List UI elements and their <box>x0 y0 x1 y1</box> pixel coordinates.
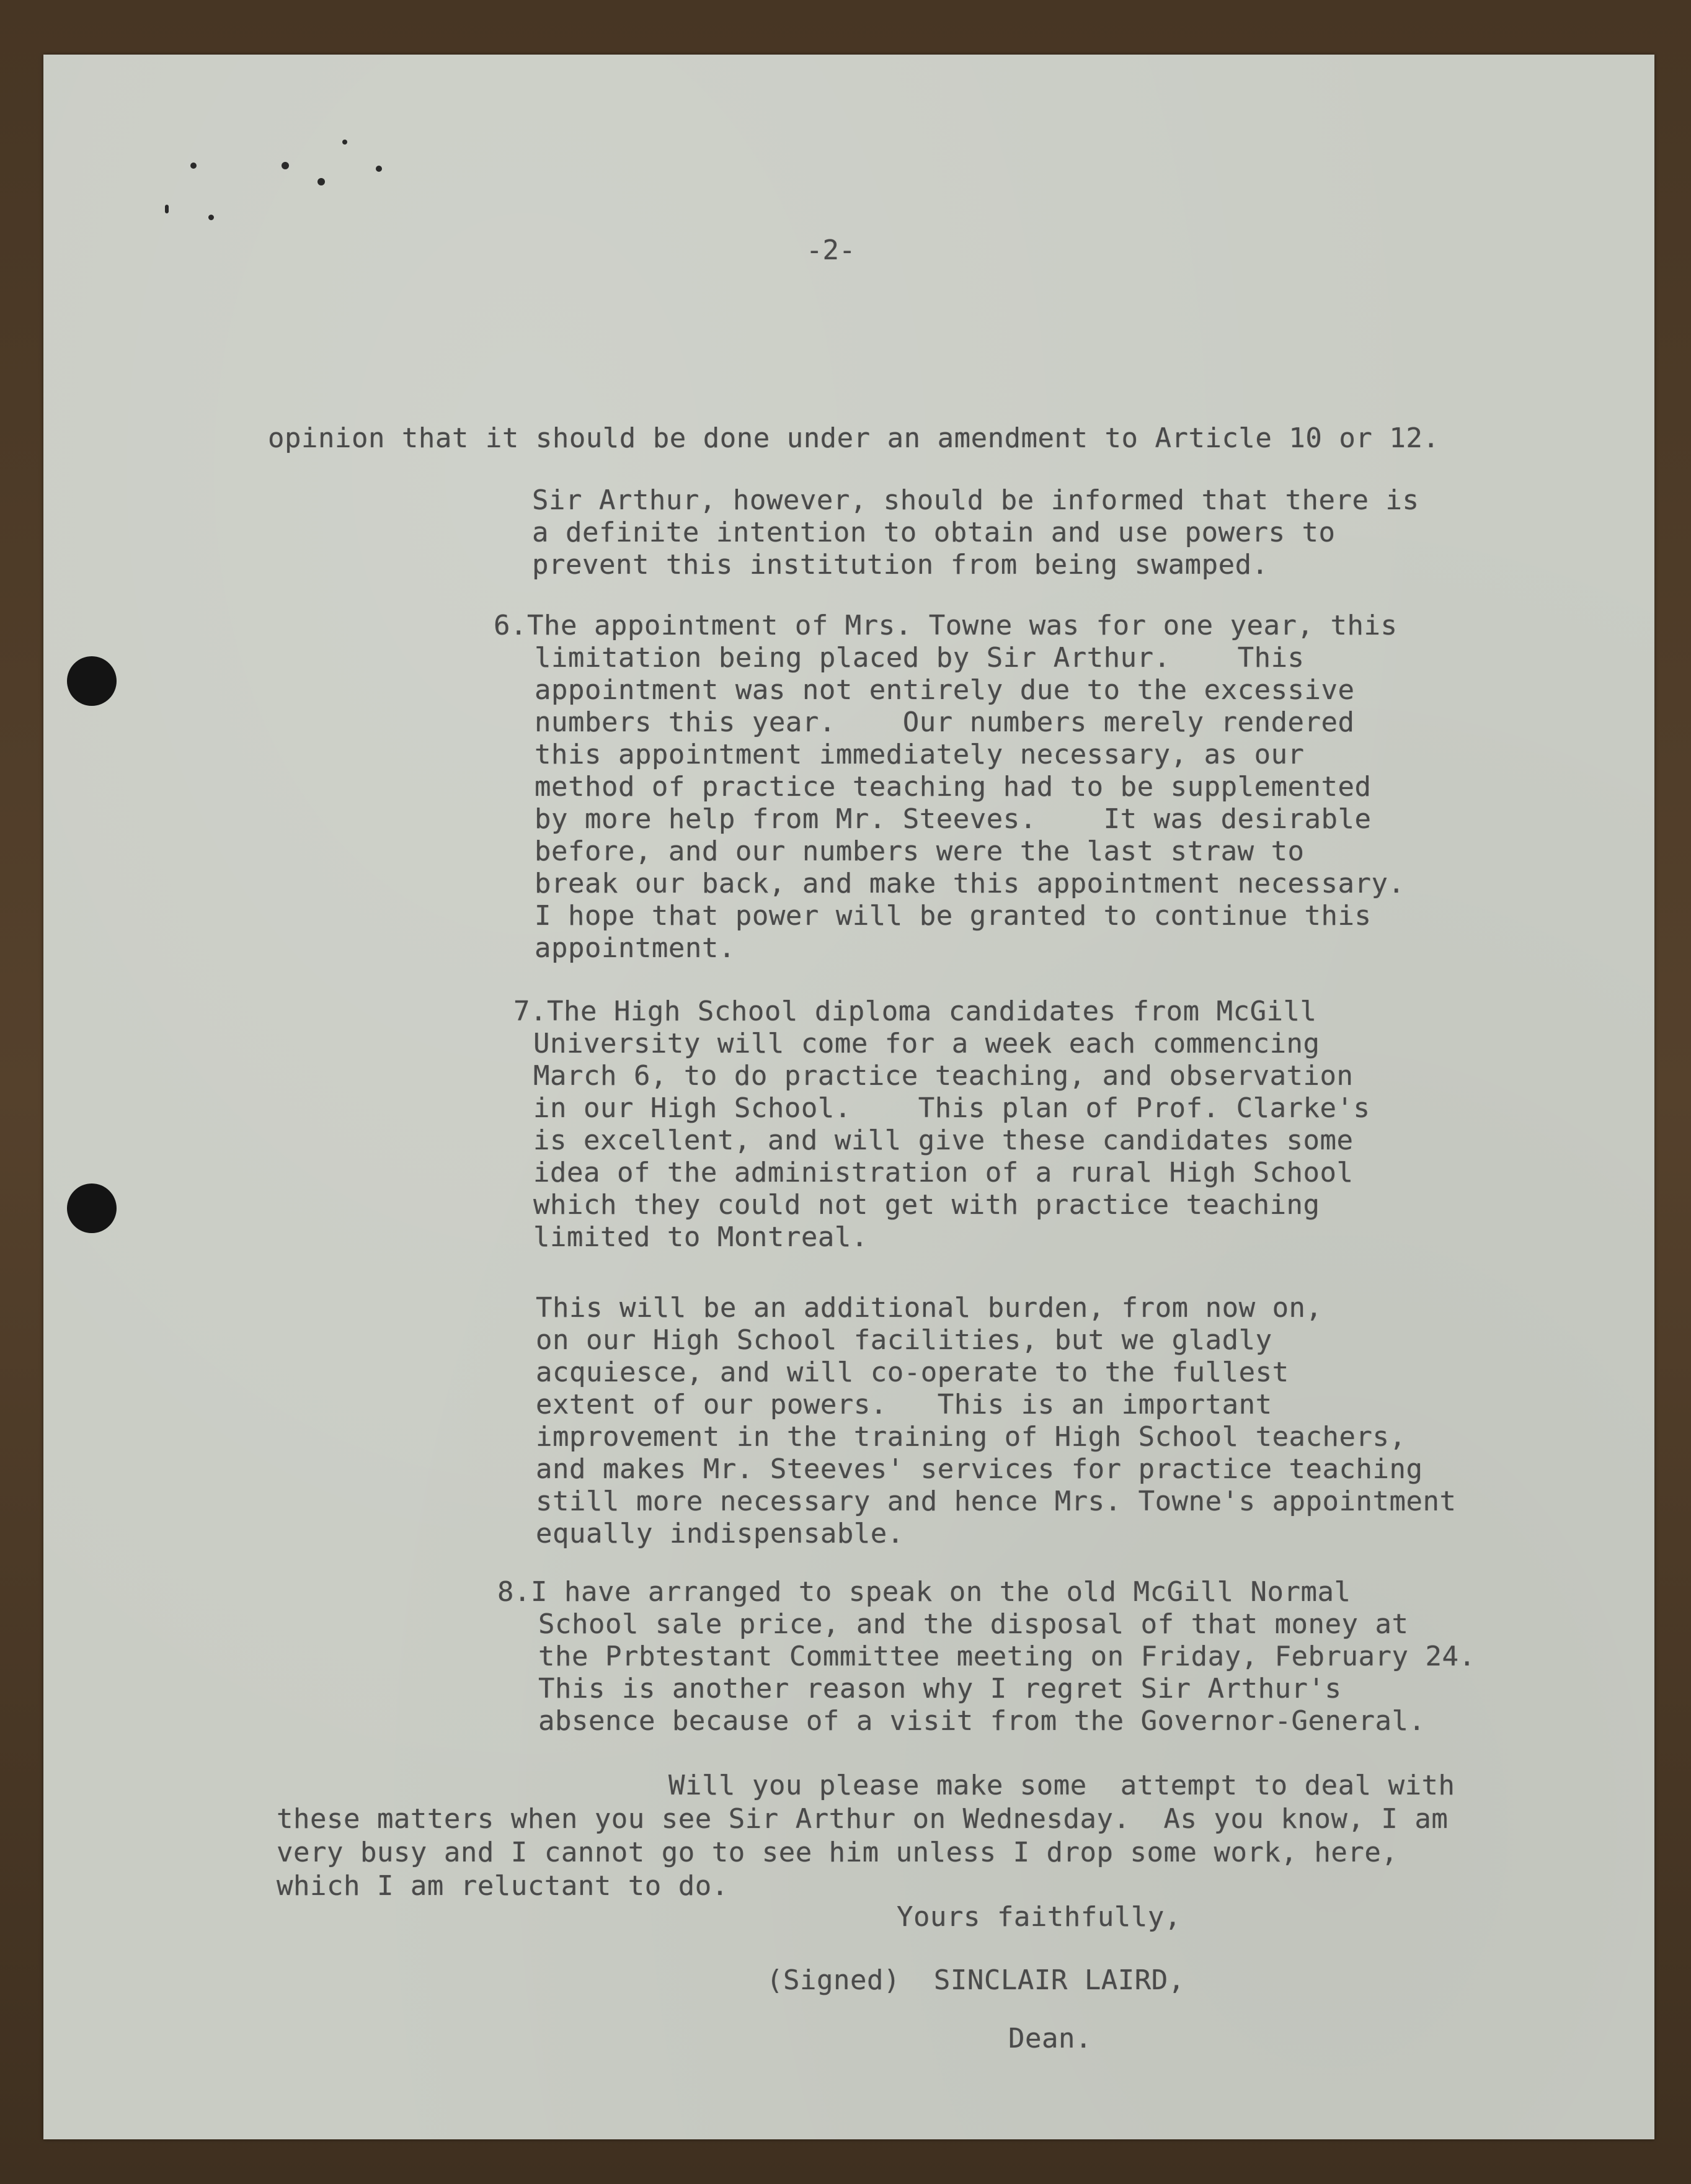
item-6-line: numbers this year. Our numbers merely rendered <box>535 706 1355 738</box>
item-8-line: 8.I have arranged to speak on the old McGill Normal <box>497 1576 1351 1608</box>
item-6-line: method of practice teaching had to be supplemented <box>535 771 1372 803</box>
item-7-continued-line: and makes Mr. Steeves' services for practice teaching <box>536 1453 1423 1485</box>
paragraph-line: prevent this institution from being swamped. <box>532 549 1269 581</box>
ink-speck <box>190 163 197 169</box>
item-8-line: School sale price, and the disposal of that money at <box>538 1608 1409 1640</box>
item-7-line: 7.The High School diploma candidates from McGill <box>513 996 1317 1027</box>
item-6-line: appointment was not entirely due to the excessive <box>535 674 1355 706</box>
item-8-line: This is another reason why I regret Sir Arthur's <box>538 1673 1342 1705</box>
item-7-line: March 6, to do practice teaching, and observation <box>533 1060 1354 1092</box>
signatory-title: Dean. <box>1008 2023 1092 2054</box>
item-7-line: idea of the administration of a rural High School <box>533 1157 1354 1188</box>
item-7-continued-line: on our High School facilities, but we gladly <box>536 1324 1272 1356</box>
item-6-line: I hope that power will be granted to continue this <box>535 900 1372 932</box>
page-number: -2- <box>806 234 856 266</box>
opening-line: opinion that it should be done under an amendment to Article 10 or 12. <box>268 422 1440 454</box>
item-7-continued-line: acquiesce, and will co-operate to the fullest <box>536 1357 1289 1388</box>
item-6-line: 6.The appointment of Mrs. Towne was for one year, this <box>494 610 1398 641</box>
item-6-line: break our back, and make this appointment necessary. <box>535 868 1405 899</box>
paragraph-line: a definite intention to obtain and use powers to <box>532 517 1336 548</box>
signoff: Yours faithfully, <box>897 1901 1181 1933</box>
punch-hole <box>67 1183 117 1233</box>
item-6-line: before, and our numbers were the last straw to <box>535 836 1305 867</box>
item-7-line: which they could not get with practice teaching <box>533 1189 1320 1221</box>
item-7-continued-line: improvement in the training of High School teachers, <box>536 1421 1406 1453</box>
ink-speck <box>208 215 214 220</box>
signature: (Signed) SINCLAIR LAIRD, <box>766 1964 1185 1996</box>
closing-paragraph-line: Will you please make some attempt to deal with <box>668 1770 1455 1801</box>
item-7-continued-line: This will be an additional burden, from now on, <box>536 1292 1323 1324</box>
item-7-continued-line: still more necessary and hence Mrs. Towne's appointment <box>536 1486 1457 1517</box>
item-6-line: appointment. <box>535 932 735 964</box>
punch-hole <box>67 656 117 706</box>
closing-paragraph-line: very busy and I cannot go to see him unless I drop some work, here, <box>277 1837 1398 1868</box>
item-7-line: University will come for a week each commencing <box>533 1028 1320 1059</box>
item-7-line: is excellent, and will give these candidates some <box>533 1125 1354 1156</box>
ink-speck <box>165 205 169 213</box>
item-7-line: in our High School. This plan of Prof. Clarke's <box>533 1092 1370 1124</box>
closing-paragraph-line: these matters when you see Sir Arthur on Wednesday. As you know, I am <box>277 1803 1449 1835</box>
ink-speck <box>317 178 325 185</box>
paragraph-line: Sir Arthur, however, should be informed that there is <box>532 484 1419 516</box>
item-7-line: limited to Montreal. <box>533 1221 868 1253</box>
item-6-line: by more help from Mr. Steeves. It was desirable <box>535 803 1372 835</box>
ink-speck <box>376 166 382 172</box>
item-8-line: the Prbtestant Committee meeting on Friday, February 24. <box>538 1641 1476 1672</box>
item-8-line: absence because of a visit from the Governor-General. <box>538 1705 1426 1737</box>
ink-speck <box>282 162 289 169</box>
ink-speck <box>342 140 347 145</box>
item-7-continued-line: extent of our powers. This is an important <box>536 1389 1272 1420</box>
item-6-line: limitation being placed by Sir Arthur. This <box>535 642 1305 674</box>
item-6-line: this appointment immediately necessary, as our <box>535 739 1305 770</box>
closing-paragraph-line: which I am reluctant to do. <box>277 1870 729 1902</box>
item-7-continued-line: equally indispensable. <box>536 1518 904 1549</box>
